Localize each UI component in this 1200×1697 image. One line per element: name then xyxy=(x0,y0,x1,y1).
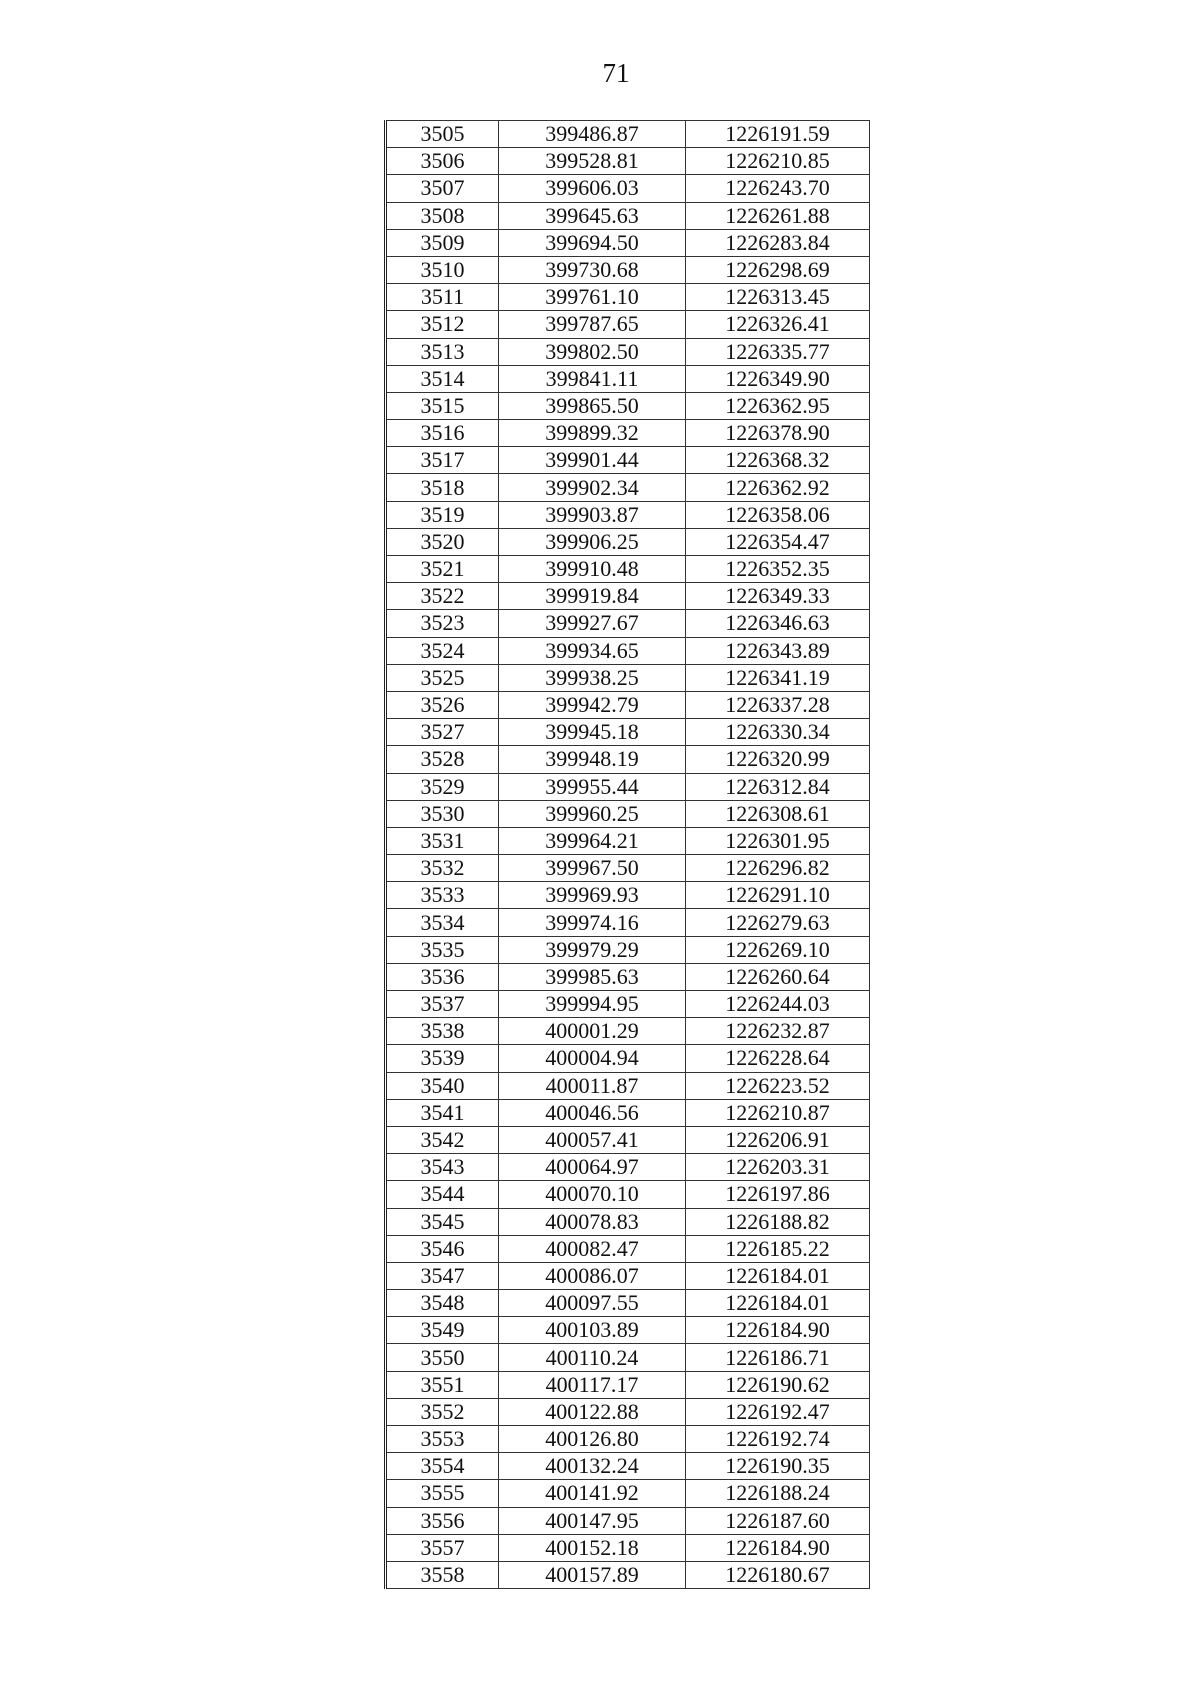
point-number-cell: 3532 xyxy=(386,855,499,882)
y-coordinate-cell: 1226312.84 xyxy=(686,773,870,800)
table-row xyxy=(386,556,870,583)
table-row xyxy=(386,1181,870,1208)
x-coordinate-cell: 399528.81 xyxy=(499,148,686,175)
point-number-cell: 3537 xyxy=(386,991,499,1018)
point-number-cell: 3551 xyxy=(386,1371,499,1398)
point-number-cell: 3506 xyxy=(386,148,499,175)
y-coordinate-cell: 1226298.69 xyxy=(686,256,870,283)
point-number-cell: 3542 xyxy=(386,1126,499,1153)
y-coordinate-cell: 1226358.06 xyxy=(686,501,870,528)
table-row xyxy=(386,746,870,773)
point-number-cell: 3521 xyxy=(386,556,499,583)
x-coordinate-cell: 400057.41 xyxy=(499,1126,686,1153)
point-number-cell: 3552 xyxy=(386,1398,499,1425)
y-coordinate-cell: 1226186.71 xyxy=(686,1344,870,1371)
y-coordinate-cell: 1226261.88 xyxy=(686,202,870,229)
table-row xyxy=(386,936,870,963)
y-coordinate-cell: 1226354.47 xyxy=(686,528,870,555)
point-number-cell: 3536 xyxy=(386,963,499,990)
table-row xyxy=(386,1208,870,1235)
table-row xyxy=(386,1154,870,1181)
point-number-cell: 3545 xyxy=(386,1208,499,1235)
y-coordinate-cell: 1226184.90 xyxy=(686,1534,870,1561)
x-coordinate-cell: 399901.44 xyxy=(499,447,686,474)
point-number-cell: 3549 xyxy=(386,1317,499,1344)
y-coordinate-cell: 1226308.61 xyxy=(686,800,870,827)
point-number-cell: 3518 xyxy=(386,474,499,501)
x-coordinate-cell: 400147.95 xyxy=(499,1507,686,1534)
point-number-cell: 3522 xyxy=(386,583,499,610)
point-number-cell: 3514 xyxy=(386,365,499,392)
point-number-cell: 3513 xyxy=(386,338,499,365)
table-row xyxy=(386,202,870,229)
table-row xyxy=(386,909,870,936)
table-row xyxy=(386,474,870,501)
x-coordinate-cell: 399486.87 xyxy=(499,121,686,148)
x-coordinate-cell: 400103.89 xyxy=(499,1317,686,1344)
x-coordinate-cell: 399969.93 xyxy=(499,882,686,909)
y-coordinate-cell: 1226203.31 xyxy=(686,1154,870,1181)
point-number-cell: 3528 xyxy=(386,746,499,773)
x-coordinate-cell: 399694.50 xyxy=(499,229,686,256)
y-coordinate-cell: 1226341.19 xyxy=(686,664,870,691)
point-number-cell: 3548 xyxy=(386,1290,499,1317)
x-coordinate-cell: 400001.29 xyxy=(499,1018,686,1045)
y-coordinate-cell: 1226320.99 xyxy=(686,746,870,773)
table-row xyxy=(386,1534,870,1561)
x-coordinate-cell: 400152.18 xyxy=(499,1534,686,1561)
x-coordinate-cell: 399985.63 xyxy=(499,963,686,990)
point-number-cell: 3533 xyxy=(386,882,499,909)
point-number-cell: 3558 xyxy=(386,1561,499,1588)
point-number-cell: 3515 xyxy=(386,392,499,419)
table-row xyxy=(386,175,870,202)
point-number-cell: 3535 xyxy=(386,936,499,963)
table-row xyxy=(386,691,870,718)
table-row xyxy=(386,1126,870,1153)
point-number-cell: 3556 xyxy=(386,1507,499,1534)
table-row xyxy=(386,284,870,311)
y-coordinate-cell: 1226243.70 xyxy=(686,175,870,202)
x-coordinate-cell: 399960.25 xyxy=(499,800,686,827)
table-row xyxy=(386,773,870,800)
y-coordinate-cell: 1226187.60 xyxy=(686,1507,870,1534)
table-row xyxy=(386,528,870,555)
y-coordinate-cell: 1226291.10 xyxy=(686,882,870,909)
y-coordinate-cell: 1226188.24 xyxy=(686,1480,870,1507)
y-coordinate-cell: 1226210.87 xyxy=(686,1099,870,1126)
y-coordinate-cell: 1226228.64 xyxy=(686,1045,870,1072)
table-row xyxy=(386,1426,870,1453)
y-coordinate-cell: 1226192.47 xyxy=(686,1398,870,1425)
table-row xyxy=(386,1045,870,1072)
y-coordinate-cell: 1226184.90 xyxy=(686,1317,870,1344)
y-coordinate-cell: 1226180.67 xyxy=(686,1561,870,1588)
table-row xyxy=(386,800,870,827)
x-coordinate-cell: 400122.88 xyxy=(499,1398,686,1425)
table-row xyxy=(386,664,870,691)
x-coordinate-cell: 399927.67 xyxy=(499,610,686,637)
y-coordinate-cell: 1226283.84 xyxy=(686,229,870,256)
x-coordinate-cell: 399910.48 xyxy=(499,556,686,583)
table-row xyxy=(386,1262,870,1289)
x-coordinate-cell: 400004.94 xyxy=(499,1045,686,1072)
x-coordinate-cell: 400097.55 xyxy=(499,1290,686,1317)
table-row xyxy=(386,610,870,637)
point-number-cell: 3557 xyxy=(386,1534,499,1561)
point-number-cell: 3539 xyxy=(386,1045,499,1072)
table-row xyxy=(386,1480,870,1507)
point-number-cell: 3547 xyxy=(386,1262,499,1289)
y-coordinate-cell: 1226210.85 xyxy=(686,148,870,175)
x-coordinate-cell: 400141.92 xyxy=(499,1480,686,1507)
table-row xyxy=(386,1290,870,1317)
y-coordinate-cell: 1226346.63 xyxy=(686,610,870,637)
table-row xyxy=(386,882,870,909)
x-coordinate-cell: 399903.87 xyxy=(499,501,686,528)
x-coordinate-cell: 399955.44 xyxy=(499,773,686,800)
x-coordinate-cell: 399934.65 xyxy=(499,637,686,664)
y-coordinate-cell: 1226260.64 xyxy=(686,963,870,990)
y-coordinate-cell: 1226349.33 xyxy=(686,583,870,610)
y-coordinate-cell: 1226184.01 xyxy=(686,1290,870,1317)
table-row xyxy=(386,501,870,528)
point-number-cell: 3511 xyxy=(386,284,499,311)
x-coordinate-cell: 399938.25 xyxy=(499,664,686,691)
point-number-cell: 3512 xyxy=(386,311,499,338)
x-coordinate-cell: 399906.25 xyxy=(499,528,686,555)
y-coordinate-cell: 1226313.45 xyxy=(686,284,870,311)
y-coordinate-cell: 1226362.92 xyxy=(686,474,870,501)
point-number-cell: 3507 xyxy=(386,175,499,202)
table-row xyxy=(386,420,870,447)
x-coordinate-cell: 400126.80 xyxy=(499,1426,686,1453)
x-coordinate-cell: 400011.87 xyxy=(499,1072,686,1099)
y-coordinate-cell: 1226330.34 xyxy=(686,719,870,746)
point-number-cell: 3550 xyxy=(386,1344,499,1371)
x-coordinate-cell: 399730.68 xyxy=(499,256,686,283)
point-number-cell: 3538 xyxy=(386,1018,499,1045)
y-coordinate-cell: 1226197.86 xyxy=(686,1181,870,1208)
y-coordinate-cell: 1226368.32 xyxy=(686,447,870,474)
point-number-cell: 3517 xyxy=(386,447,499,474)
table-row xyxy=(386,1561,870,1588)
table-row xyxy=(386,1507,870,1534)
x-coordinate-cell: 399841.11 xyxy=(499,365,686,392)
table-row xyxy=(386,365,870,392)
table-row xyxy=(386,827,870,854)
point-number-cell: 3553 xyxy=(386,1426,499,1453)
point-number-cell: 3516 xyxy=(386,420,499,447)
x-coordinate-cell: 400046.56 xyxy=(499,1099,686,1126)
point-number-cell: 3546 xyxy=(386,1235,499,1262)
y-coordinate-cell: 1226185.22 xyxy=(686,1235,870,1262)
x-coordinate-cell: 399606.03 xyxy=(499,175,686,202)
x-coordinate-cell: 399902.34 xyxy=(499,474,686,501)
y-coordinate-cell: 1226269.10 xyxy=(686,936,870,963)
y-coordinate-cell: 1226223.52 xyxy=(686,1072,870,1099)
coordinates-table xyxy=(384,120,870,1589)
x-coordinate-cell: 399899.32 xyxy=(499,420,686,447)
y-coordinate-cell: 1226184.01 xyxy=(686,1262,870,1289)
table-row xyxy=(386,1344,870,1371)
y-coordinate-cell: 1226301.95 xyxy=(686,827,870,854)
table-row xyxy=(386,1072,870,1099)
y-coordinate-cell: 1226343.89 xyxy=(686,637,870,664)
table-row xyxy=(386,256,870,283)
x-coordinate-cell: 400082.47 xyxy=(499,1235,686,1262)
x-coordinate-cell: 400132.24 xyxy=(499,1453,686,1480)
point-number-cell: 3520 xyxy=(386,528,499,555)
point-number-cell: 3554 xyxy=(386,1453,499,1480)
x-coordinate-cell: 399787.65 xyxy=(499,311,686,338)
point-number-cell: 3529 xyxy=(386,773,499,800)
point-number-cell: 3527 xyxy=(386,719,499,746)
x-coordinate-cell: 400086.07 xyxy=(499,1262,686,1289)
x-coordinate-cell: 399948.19 xyxy=(499,746,686,773)
y-coordinate-cell: 1226349.90 xyxy=(686,365,870,392)
table-row xyxy=(386,1018,870,1045)
x-coordinate-cell: 399967.50 xyxy=(499,855,686,882)
x-coordinate-cell: 399865.50 xyxy=(499,392,686,419)
y-coordinate-cell: 1226190.35 xyxy=(686,1453,870,1480)
point-number-cell: 3505 xyxy=(386,121,499,148)
x-coordinate-cell: 399945.18 xyxy=(499,719,686,746)
table-row xyxy=(386,1235,870,1262)
table-row xyxy=(386,311,870,338)
point-number-cell: 3519 xyxy=(386,501,499,528)
x-coordinate-cell: 400078.83 xyxy=(499,1208,686,1235)
x-coordinate-cell: 399761.10 xyxy=(499,284,686,311)
point-number-cell: 3540 xyxy=(386,1072,499,1099)
y-coordinate-cell: 1226362.95 xyxy=(686,392,870,419)
point-number-cell: 3534 xyxy=(386,909,499,936)
table-row xyxy=(386,855,870,882)
point-number-cell: 3508 xyxy=(386,202,499,229)
y-coordinate-cell: 1226352.35 xyxy=(686,556,870,583)
table-row xyxy=(386,991,870,1018)
x-coordinate-cell: 400110.24 xyxy=(499,1344,686,1371)
x-coordinate-cell: 399994.95 xyxy=(499,991,686,1018)
point-number-cell: 3541 xyxy=(386,1099,499,1126)
point-number-cell: 3523 xyxy=(386,610,499,637)
x-coordinate-cell: 400064.97 xyxy=(499,1154,686,1181)
y-coordinate-cell: 1226244.03 xyxy=(686,991,870,1018)
x-coordinate-cell: 400070.10 xyxy=(499,1181,686,1208)
table-row xyxy=(386,637,870,664)
x-coordinate-cell: 399964.21 xyxy=(499,827,686,854)
x-coordinate-cell: 400117.17 xyxy=(499,1371,686,1398)
x-coordinate-cell: 399974.16 xyxy=(499,909,686,936)
point-number-cell: 3543 xyxy=(386,1154,499,1181)
point-number-cell: 3530 xyxy=(386,800,499,827)
point-number-cell: 3526 xyxy=(386,691,499,718)
table-row xyxy=(386,447,870,474)
point-number-cell: 3544 xyxy=(386,1181,499,1208)
table-row xyxy=(386,1398,870,1425)
y-coordinate-cell: 1226190.62 xyxy=(686,1371,870,1398)
point-number-cell: 3525 xyxy=(386,664,499,691)
y-coordinate-cell: 1226192.74 xyxy=(686,1426,870,1453)
table-row xyxy=(386,963,870,990)
x-coordinate-cell: 399802.50 xyxy=(499,338,686,365)
table-row xyxy=(386,719,870,746)
table-row xyxy=(386,229,870,256)
table-row xyxy=(386,392,870,419)
y-coordinate-cell: 1226279.63 xyxy=(686,909,870,936)
y-coordinate-cell: 1226326.41 xyxy=(686,311,870,338)
page-number: 71 xyxy=(602,58,630,88)
point-number-cell: 3509 xyxy=(386,229,499,256)
x-coordinate-cell: 399645.63 xyxy=(499,202,686,229)
point-number-cell: 3555 xyxy=(386,1480,499,1507)
y-coordinate-cell: 1226191.59 xyxy=(686,121,870,148)
y-coordinate-cell: 1226337.28 xyxy=(686,691,870,718)
coordinates-table-body xyxy=(386,121,870,1589)
y-coordinate-cell: 1226188.82 xyxy=(686,1208,870,1235)
table-row xyxy=(386,1317,870,1344)
table-row xyxy=(386,121,870,148)
point-number-cell: 3531 xyxy=(386,827,499,854)
table-row xyxy=(386,148,870,175)
table-row xyxy=(386,1453,870,1480)
y-coordinate-cell: 1226335.77 xyxy=(686,338,870,365)
y-coordinate-cell: 1226232.87 xyxy=(686,1018,870,1045)
table-row xyxy=(386,338,870,365)
point-number-cell: 3510 xyxy=(386,256,499,283)
y-coordinate-cell: 1226206.91 xyxy=(686,1126,870,1153)
x-coordinate-cell: 400157.89 xyxy=(499,1561,686,1588)
x-coordinate-cell: 399979.29 xyxy=(499,936,686,963)
table-row xyxy=(386,583,870,610)
table-row xyxy=(386,1099,870,1126)
x-coordinate-cell: 399942.79 xyxy=(499,691,686,718)
x-coordinate-cell: 399919.84 xyxy=(499,583,686,610)
y-coordinate-cell: 1226378.90 xyxy=(686,420,870,447)
point-number-cell: 3524 xyxy=(386,637,499,664)
y-coordinate-cell: 1226296.82 xyxy=(686,855,870,882)
table-row xyxy=(386,1371,870,1398)
